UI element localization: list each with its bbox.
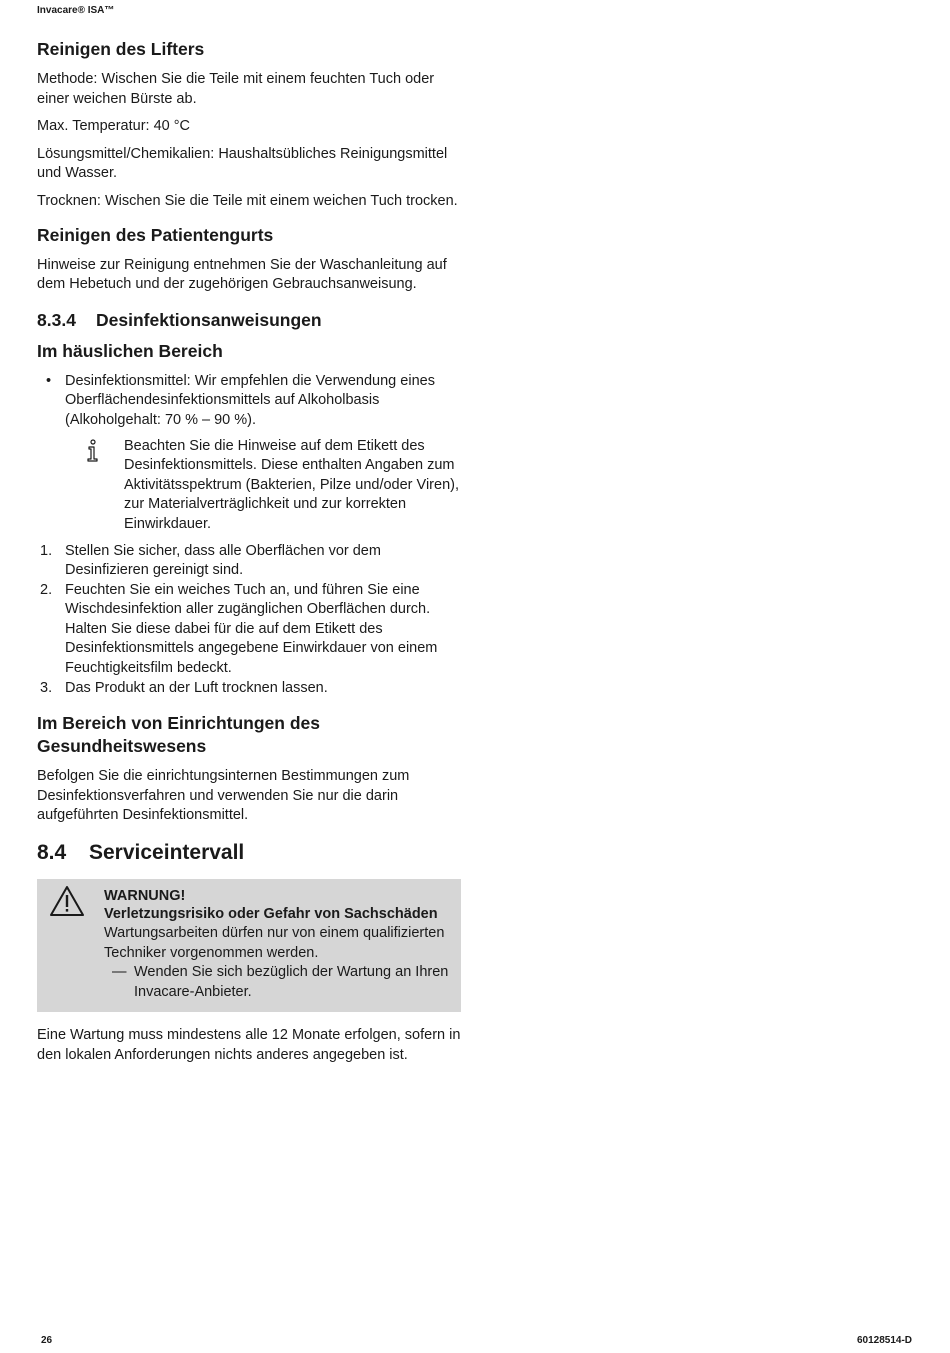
heading-home: Im häuslichen Bereich [37, 340, 223, 361]
warning-action [104, 963, 461, 1002]
belt-text: Hinweise zur Reinigung entnehmen Sie der Waschanleitung auf dem Hebetuch und der zugehörigen Gebrauchsanweisung. [37, 256, 447, 293]
warning-body [104, 887, 461, 1002]
service-text: Eine Wartung muss mindestens alle 12 Monate erfolgen, sofern in den lokalen Anforderungen nichts anderes angegeben ist. [37, 1027, 461, 1063]
lifter-drying: Trocknen: Wischen Sie die Teile mit einem weichen Tuch trocken. [37, 192, 458, 209]
warning-box [37, 879, 461, 1012]
section-title: Serviceintervall [89, 841, 245, 865]
info-note-text: Beachten Sie die Hinweise auf dem Etikett des Desinfektionsmittels. Diese enthalten Angaben zum Aktivitätsspektrum (Bakterien, Pilze und/oder Viren), zur Materialverträglichkeit und zur korrekten Einwirkdauer. [124, 437, 459, 532]
info-icon [85, 439, 101, 463]
lifter-solvents: Lösungsmittel/Chemikalien: Haushaltsübliches Reinigungsmittel und Wasser. [37, 145, 448, 182]
running-header: Invacare® ISA™ [37, 5, 115, 16]
step-item [37, 679, 467, 699]
section-heading-8-4 [37, 841, 467, 865]
step-text: Das Produkt an der Luft trocknen lassen. [65, 679, 328, 696]
heading-lifter-cleaning: Reinigen des Lifters [37, 39, 205, 59]
page-number: 26 [41, 1335, 53, 1346]
step-number: 3. [40, 679, 53, 696]
document-number: 60128514-D [856, 1335, 912, 1346]
warning-label: WARNUNG! [104, 888, 186, 905]
heading-belt-cleaning: Reinigen des Patientengurts [37, 224, 274, 245]
action-dash: — [112, 964, 127, 981]
bullet-text: Desinfektionsmittel: Wir empfehlen die Verwendung eines Oberflächendesinfektionsmittels auf Alkoholbasis (Alkoholgehalt: 70 % – 90 %). [65, 372, 435, 428]
warning-text: Wartungsarbeiten dürfen nur von einem qualifizierten Techniker vorgenommen werden. [104, 925, 445, 961]
warning-action-text: Wenden Sie sich bezüglich der Wartung an Ihren Invacare-Anbieter. [134, 964, 449, 1000]
step-number: 2. [40, 581, 53, 598]
step-text: Feuchten Sie ein weiches Tuch an, und führen Sie eine Wischdesinfektion aller zugänglichen Oberflächen durch. Halten Sie diese dabei für die auf dem Etikett des Desinfektionsmittels angegebene Einwirkdauer von einem Feuchtigkeitsfilm bedeckt. [65, 581, 438, 677]
bullet-list [37, 372, 467, 431]
section-heading-8-3-4 [37, 310, 467, 331]
step-item [37, 581, 467, 679]
lifter-temperature: Max. Temperatur: 40 °C [37, 118, 191, 135]
section-number: 8.4 [37, 841, 67, 865]
healthcare-text: Befolgen Sie die einrichtungsinternen Bestimmungen zum Desinfektionsverfahren und verwenden Sie nur die darin aufgeführten Desinfektionsmittel. [37, 768, 410, 824]
step-number: 1. [40, 542, 53, 559]
warning-triangle-icon [49, 885, 85, 917]
warning-subtitle: Verletzungsrisiko oder Gefahr von Sachschäden [104, 906, 438, 923]
heading-healthcare: Im Bereich von Einrichtungen des Gesundheitswesens [37, 713, 320, 757]
section-number: 8.3.4 [37, 309, 76, 330]
step-text: Stellen Sie sicher, dass alle Oberflächen vor dem Desinfizieren gereinigt sind. [65, 542, 381, 579]
bullet-dot: • [46, 372, 52, 389]
lifter-method: Methode: Wischen Sie die Teile mit einem feuchten Tuch oder einer weichen Bürste ab. [37, 71, 435, 107]
page-content [37, 38, 467, 1074]
step-list [37, 542, 467, 699]
step-item [37, 542, 467, 581]
list-item [37, 372, 467, 431]
info-note [37, 437, 467, 535]
section-title: Desinfektionsanweisungen [96, 309, 322, 330]
